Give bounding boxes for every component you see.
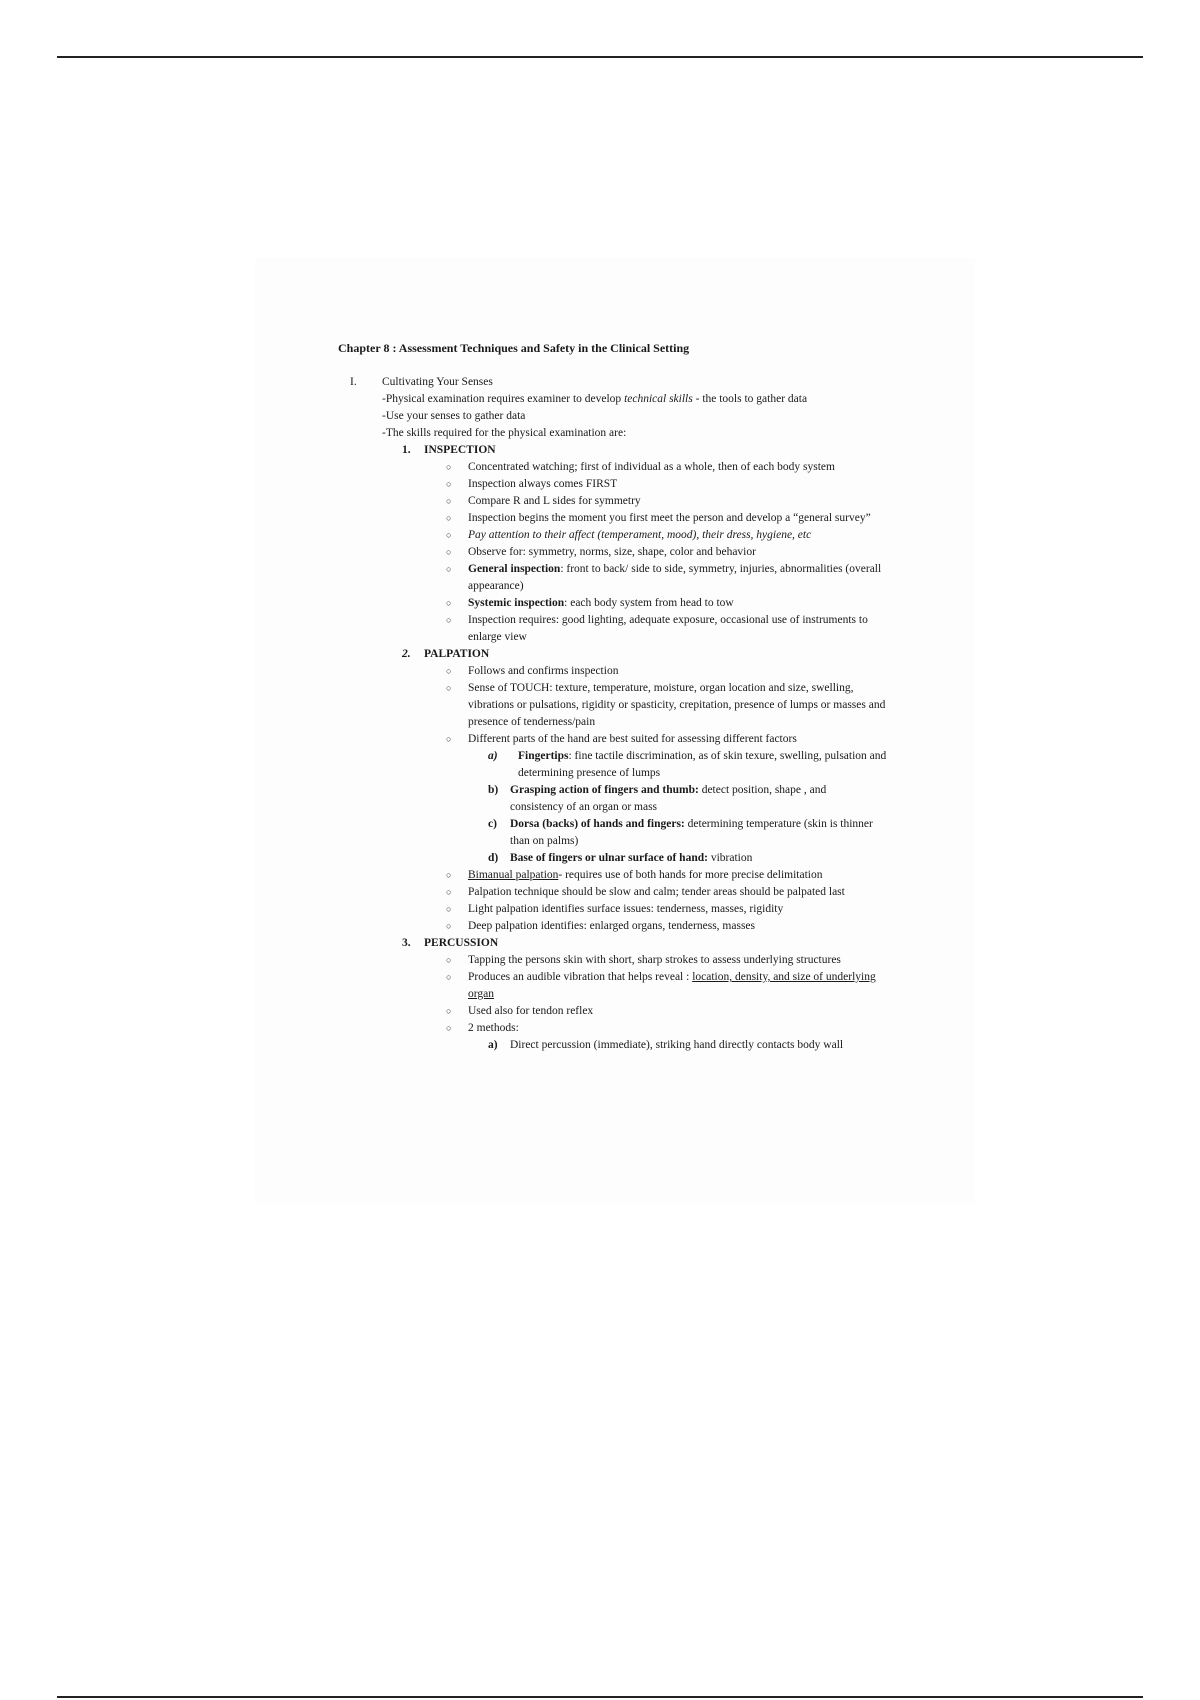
sub-list-item: d) Base of fingers or ulnar surface of hand: vibration bbox=[488, 852, 753, 864]
list-item: ○ Observe for: symmetry, norms, size, shape, color and behavior bbox=[446, 546, 756, 558]
list-item: ○ Palpation technique should be slow and calm; tender areas should be palpated last bbox=[446, 886, 845, 898]
list-item: ○ Inspection begins the moment you first meet the person and develop a “general survey” bbox=[446, 512, 871, 524]
list-item: ○ Pay attention to their affect (temperament, mood), their dress, hygiene, etc bbox=[446, 529, 812, 541]
section-heading: I. Cultivating Your Senses bbox=[338, 374, 938, 391]
sub-list-item: a) Fingertips: fine tactile discrimination, as of skin texure, swelling, pulsation and determining presence of lumps bbox=[488, 750, 887, 779]
list-item: ○ Used also for tendon reflex bbox=[446, 1005, 594, 1017]
list-item: ○ Different parts of the hand are best suited for assessing different factors bbox=[446, 733, 797, 745]
sub-list-item: b) Grasping action of fingers and thumb: detect position, shape , and consistency of an organ or mass bbox=[488, 784, 827, 813]
list-item: ○ Produces an audible vibration that helps reveal : location, density, and size of underlying organ bbox=[446, 971, 876, 1000]
list-item: ○ Deep palpation identifies: enlarged organs, tenderness, masses bbox=[446, 920, 755, 932]
top-rule bbox=[57, 56, 1143, 58]
list-item: ○ Sense of TOUCH: texture, temperature, moisture, organ location and size, swelling, vibrations or pulsations, rigidity or spasticity, crepitation, presence of lumps or masses and presence of tenderness/pain bbox=[446, 682, 886, 728]
list-item: ○ Inspection requires: good lighting, adequate exposure, occasional use of instruments to enlarge view bbox=[446, 614, 868, 643]
intro-line: -The skills required for the physical examination are: bbox=[382, 427, 627, 439]
intro-line: -Use your senses to gather data bbox=[382, 410, 526, 422]
list-item: ○ Bimanual palpation- requires use of both hands for more precise delimitation bbox=[446, 869, 823, 881]
list-item: ○ Compare R and L sides for symmetry bbox=[446, 495, 641, 507]
document-body bbox=[338, 340, 938, 1054]
list-item: ○ Tapping the persons skin with short, sharp strokes to assess underlying structures bbox=[446, 954, 841, 966]
intro-line: -Physical examination requires examiner to develop technical skills - the tools to gather data bbox=[382, 393, 808, 405]
subheading-inspection: 1. INSPECTION bbox=[402, 444, 496, 456]
sub-list-item: a) Direct percussion (immediate), striking hand directly contacts body wall bbox=[488, 1039, 844, 1051]
list-item: ○ Inspection always comes FIRST bbox=[446, 478, 618, 490]
subheading-palpation: 2. PALPATION bbox=[402, 648, 490, 660]
list-item: ○ Concentrated watching; first of individual as a whole, then of each body system bbox=[446, 461, 835, 473]
sub-list-item: c) Dorsa (backs) of hands and fingers: determining temperature (skin is thinner than on palms) bbox=[488, 818, 873, 847]
list-item: ○ Follows and confirms inspection bbox=[446, 665, 619, 677]
page-title: Chapter 8 : Assessment Techniques and Safety in the Clinical Setting bbox=[338, 341, 690, 355]
bottom-rule bbox=[57, 1696, 1143, 1698]
section-number: I. bbox=[350, 376, 357, 388]
list-item: ○ General inspection: front to back/ side to side, symmetry, injuries, abnormalities (overall appearance) bbox=[446, 563, 882, 592]
list-item: ○ Light palpation identifies surface issues: tenderness, masses, rigidity bbox=[446, 903, 784, 915]
list-item: ○ 2 methods: bbox=[446, 1022, 519, 1034]
subheading-percussion: 3. PERCUSSION bbox=[402, 937, 499, 949]
list-item: ○ Systemic inspection: each body system from head to tow bbox=[446, 597, 734, 609]
